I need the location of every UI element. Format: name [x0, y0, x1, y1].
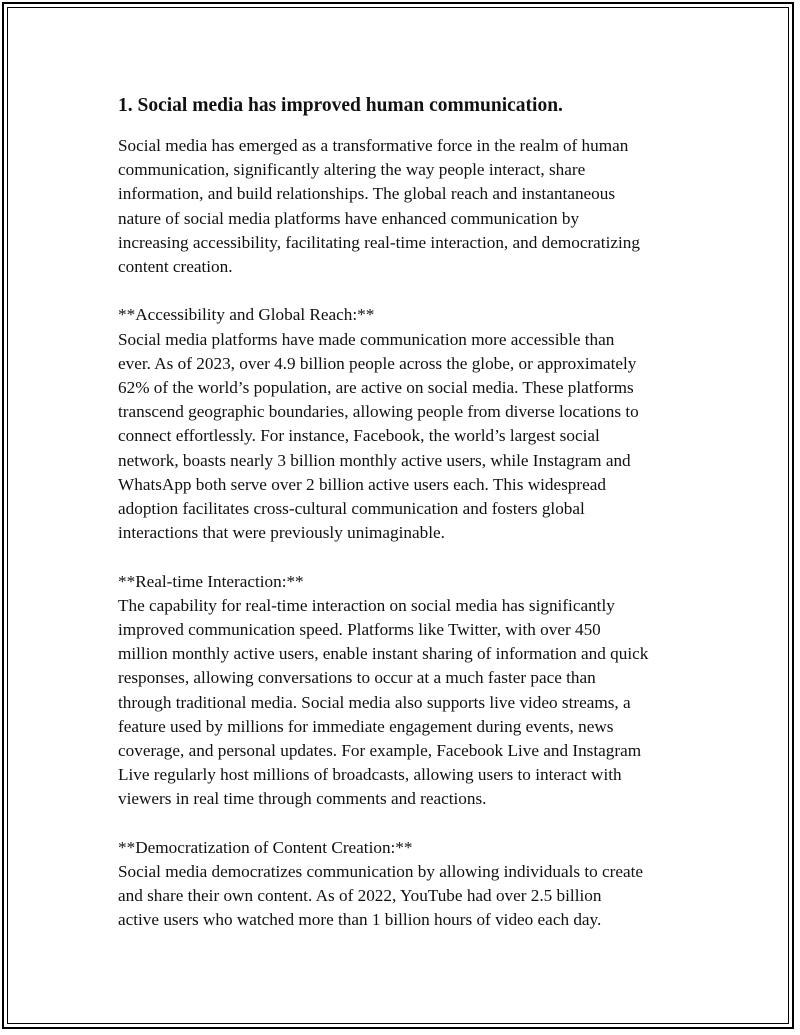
- intro-paragraph: [118, 134, 698, 279]
- text-line: coverage, and personal updates. For example, Facebook Live and Instagram: [118, 741, 642, 761]
- subheading-line: **Democratization of Content Creation:**: [118, 837, 413, 857]
- text-line: million monthly active users, enable instant sharing of information and quick: [118, 644, 649, 664]
- text-line: WhatsApp both serve over 2 billion active users each. This widespread: [118, 474, 606, 494]
- text-line: Social media has emerged as a transformative force in the realm of human: [118, 136, 629, 155]
- text-line: improved communication speed. Platforms like Twitter, with over 450: [118, 620, 601, 640]
- democratization-paragraph: [118, 836, 698, 933]
- text-line: and share their own content. As of 2022, YouTube had over 2.5 billion: [118, 886, 602, 906]
- text-line: active users who watched more than 1 billion hours of video each day.: [118, 910, 602, 930]
- text-line: content creation.: [118, 257, 233, 277]
- text-line: through traditional media. Social media also supports live video streams, a: [118, 692, 631, 712]
- text-line: viewers in real time through comments and reactions.: [118, 789, 487, 809]
- text-line: connect effortlessly. For instance, Facebook, the world’s largest social: [118, 426, 600, 446]
- text-line: responses, allowing conversations to occur at a much faster pace than: [118, 668, 596, 688]
- text-line: information, and build relationships. The global reach and instantaneous: [118, 184, 616, 204]
- document-body: [118, 92, 698, 933]
- section-heading: 1. Social media has improved human communication.: [118, 95, 563, 116]
- realtime-paragraph: [118, 570, 698, 812]
- subheading-line: **Real-time Interaction:**: [118, 571, 304, 591]
- paragraph-gap: [118, 545, 698, 569]
- subheading-line: **Accessibility and Global Reach:**: [118, 305, 375, 325]
- text-line: increasing accessibility, facilitating real-time interaction, and democratizing: [118, 232, 640, 252]
- text-line: Live regularly host millions of broadcasts, allowing users to interact with: [118, 765, 622, 785]
- text-line: feature used by millions for immediate engagement during events, news: [118, 716, 614, 736]
- paragraph-gap: [118, 812, 698, 836]
- text-line: network, boasts nearly 3 billion monthly active users, while Instagram and: [118, 450, 631, 470]
- text-line: ever. As of 2023, over 4.9 billion people across the globe, or approximately: [118, 353, 637, 373]
- text-line: communication, significantly altering the way people interact, share: [118, 160, 586, 180]
- text-line: transcend geographic boundaries, allowing people from diverse locations to: [118, 402, 639, 422]
- text-line: interactions that were previously unimaginable.: [118, 523, 445, 543]
- accessibility-paragraph: [118, 303, 698, 545]
- text-line: nature of social media platforms have enhanced communication by: [118, 208, 580, 228]
- text-line: Social media democratizes communication by allowing individuals to create: [118, 862, 644, 882]
- paragraph-gap: [118, 279, 698, 303]
- text-line: 62% of the world’s population, are active on social media. These platforms: [118, 378, 634, 398]
- text-line: adoption facilitates cross-cultural communication and fosters global: [118, 499, 585, 519]
- text-line: Social media platforms have made communication more accessible than: [118, 329, 615, 349]
- text-line: The capability for real-time interaction on social media has significantly: [118, 595, 615, 615]
